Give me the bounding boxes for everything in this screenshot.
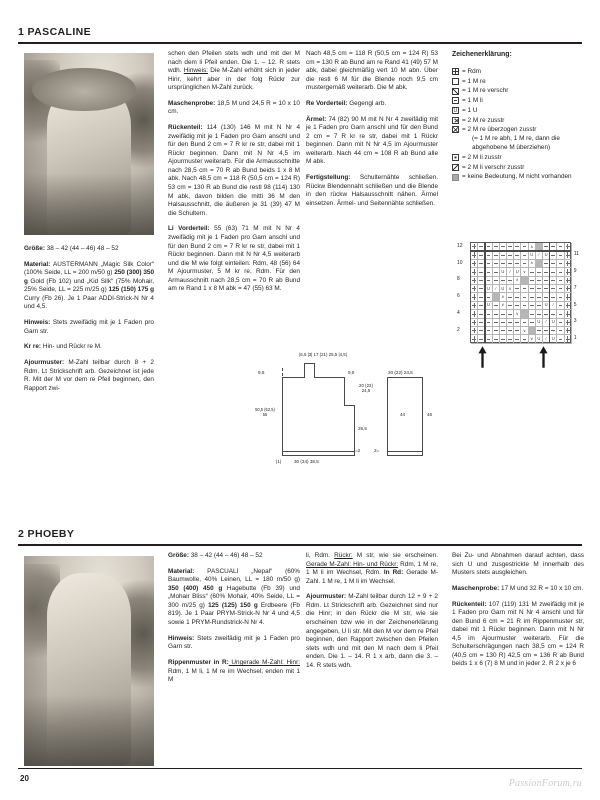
legend-item xyxy=(452,96,584,105)
pascaline-material: Material: AUSTERMANN „Magic Silk Color“ (100% Seide, LL = 200 m/50 g) 250 (300) 350 g Gold (Fb 102) und „Kid Silk“ (75% Mohair, 25% Seide, LL = 225 m/25 g) 125 (150) 175 g Curry (Fb 26). Je 1 Paar ADDI-Strick-N Nr 4 und 4,5. xyxy=(24,260,155,311)
legend-item xyxy=(452,77,584,86)
chart-cell xyxy=(500,251,507,259)
phoeby-maschenprobe: Maschenprobe: 17 M und 32 R = 10 x 10 cm. xyxy=(452,584,584,592)
chart-cell xyxy=(550,268,557,276)
pascaline-maschenprobe: Maschenprobe: 18,5 M und 24,5 R = 10 x 10 cm. xyxy=(168,99,300,116)
chart-cell xyxy=(493,293,500,301)
phoeby-rippenmuster: Rippenmuster in R: Ungerade M-Zahl: Hinr: Rdm, 1 M li, 1 M re im Wechsel, enden mit 1 M xyxy=(168,659,300,684)
chart-cell xyxy=(485,335,492,343)
chart-cell xyxy=(514,293,521,301)
chart-cell xyxy=(565,335,572,343)
chart-cell xyxy=(550,310,557,318)
chart-cell xyxy=(471,302,478,310)
chart-cell xyxy=(550,260,557,268)
phoeby-ajourmuster: Ajourmuster: M-Zahl teilbar durch 12 + 9 + 2 Rdm. Lt Strickschrift arb. Gezeichnet sind nur die Hinr; in den Rückr die M str, wie sie erscheinen bzw wie in der Zeichenerklärung angegeben, U li str. Mit den M vor dem re Pfeil beginnen, den Rapport zwischen den Pfeilen stets wdh und mit den M nach dem li Pfeil enden. Die 1. – 14. R 1 x arb, dann die 3. – 14. R stets wdh. xyxy=(306,593,438,669)
chart-cell xyxy=(493,251,500,259)
chart-cell xyxy=(514,285,521,293)
chart-cell xyxy=(536,285,543,293)
chart-cell xyxy=(557,310,564,318)
rapport-marker xyxy=(549,242,550,343)
chart-cell xyxy=(557,260,564,268)
chart-row-number: 4 xyxy=(457,309,460,316)
chart-row-number: 9 xyxy=(573,267,577,274)
pascaline-column-3 xyxy=(306,50,438,208)
legend-item-label: = 2 M re überzogen zusstr xyxy=(462,126,537,134)
pascaline-size: Größe: 38 – 42 (44 – 46) 48 – 52 xyxy=(24,245,119,252)
chart-cell xyxy=(493,260,500,268)
chart-cell xyxy=(507,260,514,268)
pascaline-krre: Kr re: Hin- und Rückr re M. xyxy=(24,343,102,351)
chart-cell xyxy=(471,293,478,301)
chart-cell xyxy=(500,310,507,318)
chart-cell xyxy=(485,268,492,276)
chart-cell: U xyxy=(500,268,507,276)
chart-cell xyxy=(557,277,564,285)
chart-cell xyxy=(493,327,500,335)
legend-item-label: = 2 M li verschr zusstr xyxy=(462,163,525,171)
chart-cell xyxy=(485,319,492,327)
legend-item-label: = 1 M re verschr xyxy=(462,87,509,95)
symbol-ssk-icon xyxy=(452,126,459,133)
chart-cell xyxy=(529,277,536,285)
chart-cell xyxy=(557,302,564,310)
chart-cell xyxy=(565,251,572,259)
chart-cell xyxy=(485,327,492,335)
chart-cell: ∨ xyxy=(507,285,514,293)
chart-cell: ∨ xyxy=(529,335,536,343)
legend-zeichenerklaerung xyxy=(452,50,584,182)
chart-cell xyxy=(550,285,557,293)
pascaline-rueckenteil: Rückenteil: 114 (130) 146 M mit N Nr 4 zweifädig mit je 1 Faden pro Garn anschl und für den Bund 2 cm = 7 R kr re str, dabei mit 1 Rückr beginnen. Dann mit N Nr 4,5 im Ajourmuster weiterarb. Für die Armausschnitte nach 28,5 cm = 70 R ab Bund beids 1 x 8 M abk. Nach 48,5 cm = 118 R (50,5 cm = 124 R) 53 cm = 130 R ab Bund die restl 98 (114) 130 M abk, davon bilden die mitti 36 M den Halsausschnitt, die äußeren je 31 (39) 47 M die Schultern. xyxy=(168,124,300,217)
chart-row-number: 3 xyxy=(573,318,577,325)
chart-cell xyxy=(529,268,536,276)
chart-cell: ⁄ xyxy=(536,251,543,259)
pascaline-ajourmuster: Ajourmuster: M-Zahl teilbar durch 8 + 2 Rdm. Lt Strickschrift arb. Gezeichnet ist jede R. Mit der M vor dem re Pfeil beginnen, den Rapport zwi- xyxy=(24,359,154,392)
chart-cell: U xyxy=(543,251,550,259)
chart-cell: ⁄ xyxy=(543,335,550,343)
legend-item-label: = 1 U xyxy=(462,106,478,114)
rapport-row-marker xyxy=(470,250,571,251)
chart-cell: ∧ xyxy=(514,277,521,285)
chart-cell xyxy=(529,285,536,293)
chart-cell xyxy=(521,335,528,343)
phoeby-material: Material: PASCUALI „Nepal“ (60% Baumwolle, 40% Leinen, LL = 180 m/50 g) 350 (400) 450 g Hagebutte (Fb 39) und „Mohair Bliss“ (60% Mohair, 40% Seide, LL = 300 m/25 g) 125 (125) 150 g Erdbeere (Fb 819). Je 1 Paar PRYM-Strick-N Nr 4 und 4,5 sowie 1 PRYM-Rundstrick-N Nr 4. xyxy=(168,567,300,627)
rapport-arrow-left-icon xyxy=(539,346,548,368)
chart-cell xyxy=(536,260,543,268)
chart-row-number: 8 xyxy=(457,276,460,283)
chart-cell xyxy=(471,327,478,335)
chart-cell: ∨ xyxy=(521,327,528,335)
chart-cell: ∧ xyxy=(529,260,536,268)
schematic-right-top: 9,5 xyxy=(348,370,355,375)
chart-cell xyxy=(507,327,514,335)
chart-cell xyxy=(550,251,557,259)
pascaline-re-vorderteil: Re Vorderteil: Gegengl arb. xyxy=(306,99,387,107)
phoeby-size: Größe: 38 – 42 (44 – 46) 48 – 52 xyxy=(168,552,263,559)
section-header-pascaline xyxy=(18,26,582,44)
schematic-right-lower: 28,5 xyxy=(358,426,367,431)
chart-cell xyxy=(514,319,521,327)
chart-cell xyxy=(521,277,528,285)
chart-cell: U xyxy=(543,302,550,310)
chart-cell xyxy=(471,277,478,285)
section-header-phoeby xyxy=(18,528,582,546)
chart-cell xyxy=(507,251,514,259)
schematic-sleeve-right: 46 xyxy=(427,412,433,417)
phoeby-column-1 xyxy=(168,552,300,685)
chart-cell xyxy=(485,251,492,259)
symbol-knit-icon xyxy=(452,78,459,85)
chart-cell xyxy=(507,335,514,343)
chart-cell xyxy=(550,277,557,285)
chart-cell xyxy=(514,302,521,310)
chart-cell: U xyxy=(485,285,492,293)
chart-cell xyxy=(521,285,528,293)
legend-item-continuation: (= 1 M re abh, 1 M re, dann die abgehobene M überziehen) xyxy=(472,135,560,152)
chart-cell xyxy=(507,319,514,327)
chart-cell xyxy=(529,293,536,301)
knitting-chart-pascaline xyxy=(452,240,587,375)
chart-cell xyxy=(521,251,528,259)
chart-cell xyxy=(557,327,564,335)
legend-item-label: = Rdm xyxy=(462,68,482,76)
legend-item-label: = 1 M li xyxy=(462,97,483,105)
chart-cell xyxy=(550,327,557,335)
chart-row-number: 6 xyxy=(457,293,460,300)
rapport-marker xyxy=(484,242,485,343)
chart-cell xyxy=(521,293,528,301)
chart-cell xyxy=(500,319,507,327)
chart-cell xyxy=(507,310,514,318)
chart-cell xyxy=(514,251,521,259)
chart-cell xyxy=(500,327,507,335)
chart-cell xyxy=(565,268,572,276)
chart-cell: U xyxy=(500,285,507,293)
legend-item xyxy=(452,172,584,181)
chart-cell: U xyxy=(536,319,543,327)
schematic-bottom-left: |1| xyxy=(276,459,281,464)
chart-cell xyxy=(557,268,564,276)
chart-cell xyxy=(485,277,492,285)
chart-cell: U xyxy=(550,335,557,343)
chart-cell xyxy=(521,310,528,318)
chart-cell: U xyxy=(529,251,536,259)
chart-row-number: 10 xyxy=(457,259,463,266)
chart-cell: ∨ xyxy=(500,302,507,310)
pascaline-column-2 xyxy=(168,50,300,294)
chart-cell xyxy=(536,310,543,318)
legend-title: Zeichenerklärung: xyxy=(452,51,512,58)
chart-cell: ∨ xyxy=(521,268,528,276)
chart-cell xyxy=(493,335,500,343)
legend-item xyxy=(452,116,584,125)
chart-cell xyxy=(557,319,564,327)
chart-cell xyxy=(550,293,557,301)
legend-item-label: = 1 M re xyxy=(462,77,486,85)
pascaline-vorderteil-cont: Nach 48,5 cm = 118 R (50,5 cm = 124 R) 53 cm = 130 R ab Bund am re Rand 41 (49) 57 M abk, dabei gleichmäßig vert 10 M abn. Über die restl 6 M für die Blende noch 9,5 cm mustergemäß weiterarb. Die M abk. xyxy=(306,50,438,92)
chart-cell xyxy=(471,310,478,318)
watermark: PassionForum.ru xyxy=(508,778,582,789)
chart-cell xyxy=(565,285,572,293)
legend-item-label: = 2 M li zusstr xyxy=(462,154,502,162)
chart-cell xyxy=(500,277,507,285)
pascaline-fertigstellung: Fertigstellung: Schulternähte schließen. Rückw Blendennaht schließen und die Blende in den rückw Halsausschnitt nähen. Ärmel einsetzen. Ärmel- und Seitennähte schließen. xyxy=(306,174,438,207)
chart-cell: ⁄ xyxy=(550,302,557,310)
legend-item xyxy=(452,153,584,162)
chart-row-number: 12 xyxy=(457,242,463,249)
rapport-arrow-right-icon xyxy=(478,346,487,368)
legend-item xyxy=(452,125,584,152)
chart-row-number: 11 xyxy=(573,251,579,258)
chart-cell xyxy=(565,310,572,318)
chart-cell xyxy=(536,268,543,276)
phoeby-rippen-cont: li, Rdm. Rückr: M str, wie sie erscheinen. Gerade M-Zahl: Hin- und Rückr: Rdm, 1 M re, 1 M li im Wechsel, Rdm. In Rd: Gerade M-Zahl. 1 M re, 1 M li im Wechsel. xyxy=(306,552,438,585)
chart-cell xyxy=(493,302,500,310)
chart-cell: U xyxy=(485,302,492,310)
chart-cell: ∨ xyxy=(500,293,507,301)
pascaline-column-1 xyxy=(24,245,154,393)
page-number: 20 xyxy=(20,774,29,783)
chart-cell xyxy=(507,293,514,301)
chart-cell xyxy=(565,277,572,285)
chart-cell xyxy=(493,319,500,327)
chart-row-number: 1 xyxy=(573,335,577,342)
chart-cell xyxy=(529,302,536,310)
legend-item xyxy=(452,86,584,95)
chart-cell xyxy=(514,260,521,268)
chart-cell xyxy=(493,277,500,285)
phoeby-column-3 xyxy=(452,552,584,669)
chart-cell xyxy=(557,285,564,293)
legend-item-label: = keine Bedeutung, M nicht vorhanden xyxy=(462,173,572,181)
schematic-right-upper: 20 (22) 24,5 xyxy=(359,383,373,393)
chart-cell xyxy=(514,327,521,335)
chart-cell xyxy=(485,293,492,301)
chart-cell xyxy=(529,327,536,335)
chart-cell xyxy=(565,319,572,327)
symbol-knit-twisted-icon xyxy=(452,88,459,95)
pascaline-aermel: Ärmel: 74 (82) 90 M mit N Nr 4 zweifädig mit je 1 Faden pro Garn anschl und für den Bund 2 cm = 7 R kr re str, dabei mit 1 Rückr beginnen. Dann mit N Nr 4,5 im Ajourmuster weiterarb. Nach 44 cm = 108 R ab Bund alle M abk. xyxy=(306,115,438,166)
pascaline-pattern-cont: schen den Pfeilen stets wdh und mit der M nach dem li Pfeil enden. Die 1. – 12. R stets wdh. Hinweis: Die M-Zahl erhöht sich in jeder Hinr, kehrt aber in der folg Rückr zur ursprünglichen M-Zahl zurück. xyxy=(168,50,300,92)
chart-cell xyxy=(485,260,492,268)
symbol-yarnover-icon xyxy=(452,107,459,114)
article-photo-phoeby xyxy=(24,556,154,766)
chart-cell xyxy=(557,251,564,259)
article-heading-phoeby: 2 PHOEBY xyxy=(18,528,75,540)
chart-cell: ⁄ xyxy=(507,268,514,276)
chart-cell xyxy=(557,335,564,343)
chart-cell xyxy=(471,319,478,327)
phoeby-hinweis: Hinweis: Stets zweifädig mit je 1 Faden pro Garn str. xyxy=(168,634,300,651)
chart-cell xyxy=(485,310,492,318)
chart-cell xyxy=(471,251,478,259)
phoeby-ajour-cont: Bei Zu- und Abnahmen darauf achten, dass sich U und zusgestrickte M innerhalb des Musters stets ausgleichen. xyxy=(452,552,584,577)
legend-item xyxy=(452,106,584,115)
symbol-p2tog-twisted-icon xyxy=(452,164,459,171)
chart-cell xyxy=(529,310,536,318)
chart-cell xyxy=(557,293,564,301)
chart-cell xyxy=(507,277,514,285)
symbol-rdm-icon xyxy=(452,68,459,75)
chart-cell xyxy=(565,293,572,301)
symbol-purl-icon xyxy=(452,97,459,104)
chart-cell: U xyxy=(536,335,543,343)
schematic-sleeve-left: 2= xyxy=(374,448,380,453)
chart-cell xyxy=(565,302,572,310)
chart-cell xyxy=(514,335,521,343)
schematic-sleeve-top: 20 (22) 24,5 xyxy=(388,370,413,375)
legend-item-label: = 2 M re zusstr xyxy=(462,116,505,124)
schematic-bottom-right: =2 xyxy=(355,448,361,453)
chart-row-number: 2 xyxy=(457,326,460,333)
chart-cell xyxy=(536,277,543,285)
footer-divider xyxy=(18,768,582,769)
chart-cell: ⁄ xyxy=(543,319,550,327)
pascaline-hinweis: Hinweis: Stets zweifädig mit je 1 Faden pro Garn str. xyxy=(24,319,154,335)
article-photo-pascaline xyxy=(24,53,154,235)
symbol-no-stitch-icon xyxy=(452,174,459,181)
chart-cell xyxy=(536,293,543,301)
schematic-diagram-pascaline xyxy=(248,352,440,470)
chart-cell xyxy=(500,335,507,343)
schematic-bottom-mid: 30 (34) 38,5 xyxy=(294,459,319,464)
chart-row-number: 7 xyxy=(573,284,577,291)
chart-row-number: 5 xyxy=(573,301,577,308)
chart-cell: U xyxy=(514,268,521,276)
article-heading-pascaline: 1 PASCALINE xyxy=(18,26,92,38)
chart-cell xyxy=(565,327,572,335)
symbol-p2tog-icon xyxy=(452,154,459,161)
chart-cell xyxy=(536,327,543,335)
chart-cell xyxy=(507,302,514,310)
chart-cell xyxy=(536,302,543,310)
chart-cell xyxy=(471,285,478,293)
chart-cell xyxy=(471,335,478,343)
phoeby-column-2 xyxy=(306,552,438,670)
chart-cell: ∧ xyxy=(529,243,536,251)
schematic-sleeve-height: 44 xyxy=(400,412,406,417)
legend-item xyxy=(452,163,584,172)
chart-cell xyxy=(529,319,536,327)
chart-cell xyxy=(493,310,500,318)
chart-cell xyxy=(521,302,528,310)
chart-cell xyxy=(493,268,500,276)
chart-cell xyxy=(471,268,478,276)
chart-cell xyxy=(471,260,478,268)
chart-cell: ∨ xyxy=(514,310,521,318)
pascaline-li-vorderteil: Li Vorderteil: 55 (63) 71 M mit N Nr 4 zweifädig mit je 1 Faden pro Garn anschl und für den Bund 2 cm = 7 R kr re str, dabei mit 1 Rückr beginnen. Dann mit N Nr 4,5 weiterarb und die M wie folgt einteilen: Rdm, 48 (56) 64 M Ajourmuster, 5 M kr re, Rdm. Für den Armausschnitt nach 28,5 cm = 70 R ab Bund am re Rand 1 x 8 M abk = 47 (55) 63 M. xyxy=(168,225,300,293)
schematic-left-top: 9,5 xyxy=(258,370,265,375)
chart-cell: U xyxy=(550,319,557,327)
symbol-k2tog-icon xyxy=(452,117,459,124)
schematic-left-total: 50,5 (52,5) 55 xyxy=(255,407,275,417)
chart-cell: ⁄ xyxy=(493,285,500,293)
schematic-top-measurements: |6,5 |3| 17 (21) 25,5 |4,5| xyxy=(299,352,347,357)
chart-cell xyxy=(565,260,572,268)
legend-item xyxy=(452,67,584,76)
chart-cell xyxy=(521,260,528,268)
chart-cell xyxy=(500,260,507,268)
phoeby-rueckenteil: Rückenteil: 107 (119) 131 M zweifädig mit je 1 Faden pro Garn mit N Nr 4 anschl und für den Bund 6 cm = 21 R im Rippenmuster str, dabei mit 1 Rückr beginnen. Dann mit N Nr 4,5 im Ajourmuster weiterarb. Für die Schulterschrägungen nach 38,5 cm = 124 R (40,5 cm = 130 R) 42,5 cm = 136 R ab Bund beids 1 x 6 (7) 8 M und in jeder 2. R 2 x je 6 xyxy=(452,600,584,668)
chart-cell xyxy=(521,319,528,327)
